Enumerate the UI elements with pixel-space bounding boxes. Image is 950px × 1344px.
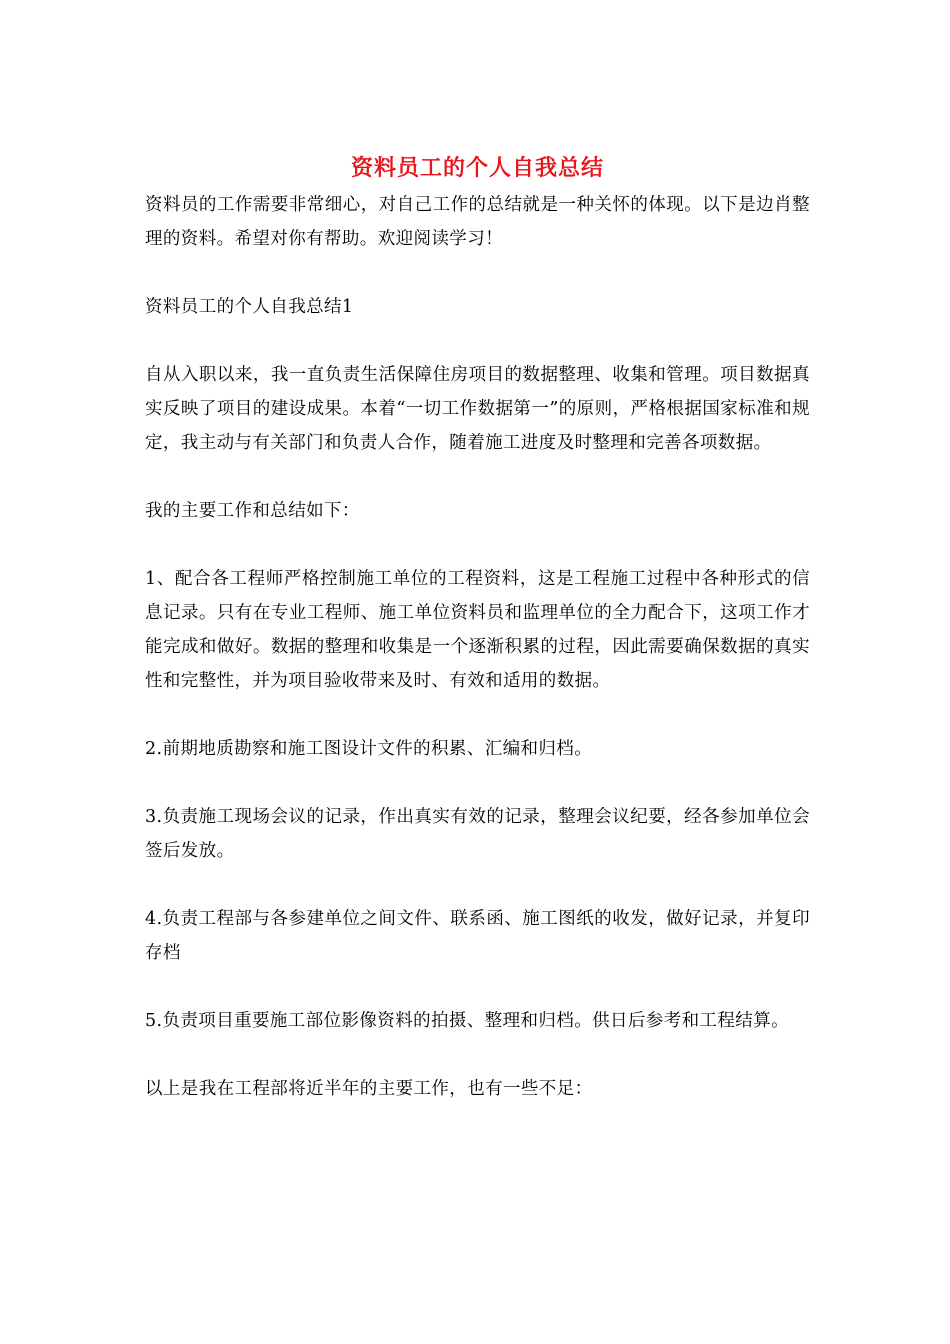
body-paragraph: 自从入职以来，我一直负责生活保障住房项目的数据整理、收集和管理。项目数据真实反映了项目的建设成果。本着“一切工作数据第一”的原则，严格根据国家标准和规定，我主动与有关部门和负责人合作，随着施工进度及时整理和完善各项数据。 — [145, 365, 810, 453]
section-heading: 资料员工的个人自我总结1 — [145, 297, 354, 317]
intro-paragraph: 资料员的工作需要非常细心，对自己工作的总结就是一种关怀的体现。以下是边肖整理的资料。希望对你有帮助。欢迎阅读学习！ — [145, 195, 810, 249]
list-item: 2.前期地质勘察和施工图设计文件的积累、汇编和归档。 — [145, 739, 593, 759]
list-item: 3.负责施工现场会议的记录，作出真实有效的记录，整理会议纪要，经各参加单位会签后发放。 — [145, 807, 810, 861]
body-paragraph: 以上是我在工程部将近半年的主要工作，也有一些不足： — [145, 1079, 593, 1099]
list-item: 5.负责项目重要施工部位影像资料的拍摄、整理和归档。供日后参考和工程结算。 — [145, 1011, 789, 1031]
document-page — [145, 148, 810, 1140]
body-paragraph: 我的主要工作和总结如下： — [145, 501, 360, 521]
list-item: 4.负责工程部与各参建单位之间文件、联系函、施工图纸的收发，做好记录，并复印存档 — [145, 909, 810, 963]
document-title: 资料员工的个人自我总结 — [350, 155, 604, 181]
list-item: 1、配合各工程师严格控制施工单位的工程资料，这是工程施工过程中各种形式的信息记录。只有在专业工程师、施工单位资料员和监理单位的全力配合下，这项工作才能完成和做好。数据的整理和收集是一个逐渐积累的过程，因此需要确保数据的真实性和完整性，并为项目验收带来及时、有效和适用的数据。 — [145, 569, 810, 691]
